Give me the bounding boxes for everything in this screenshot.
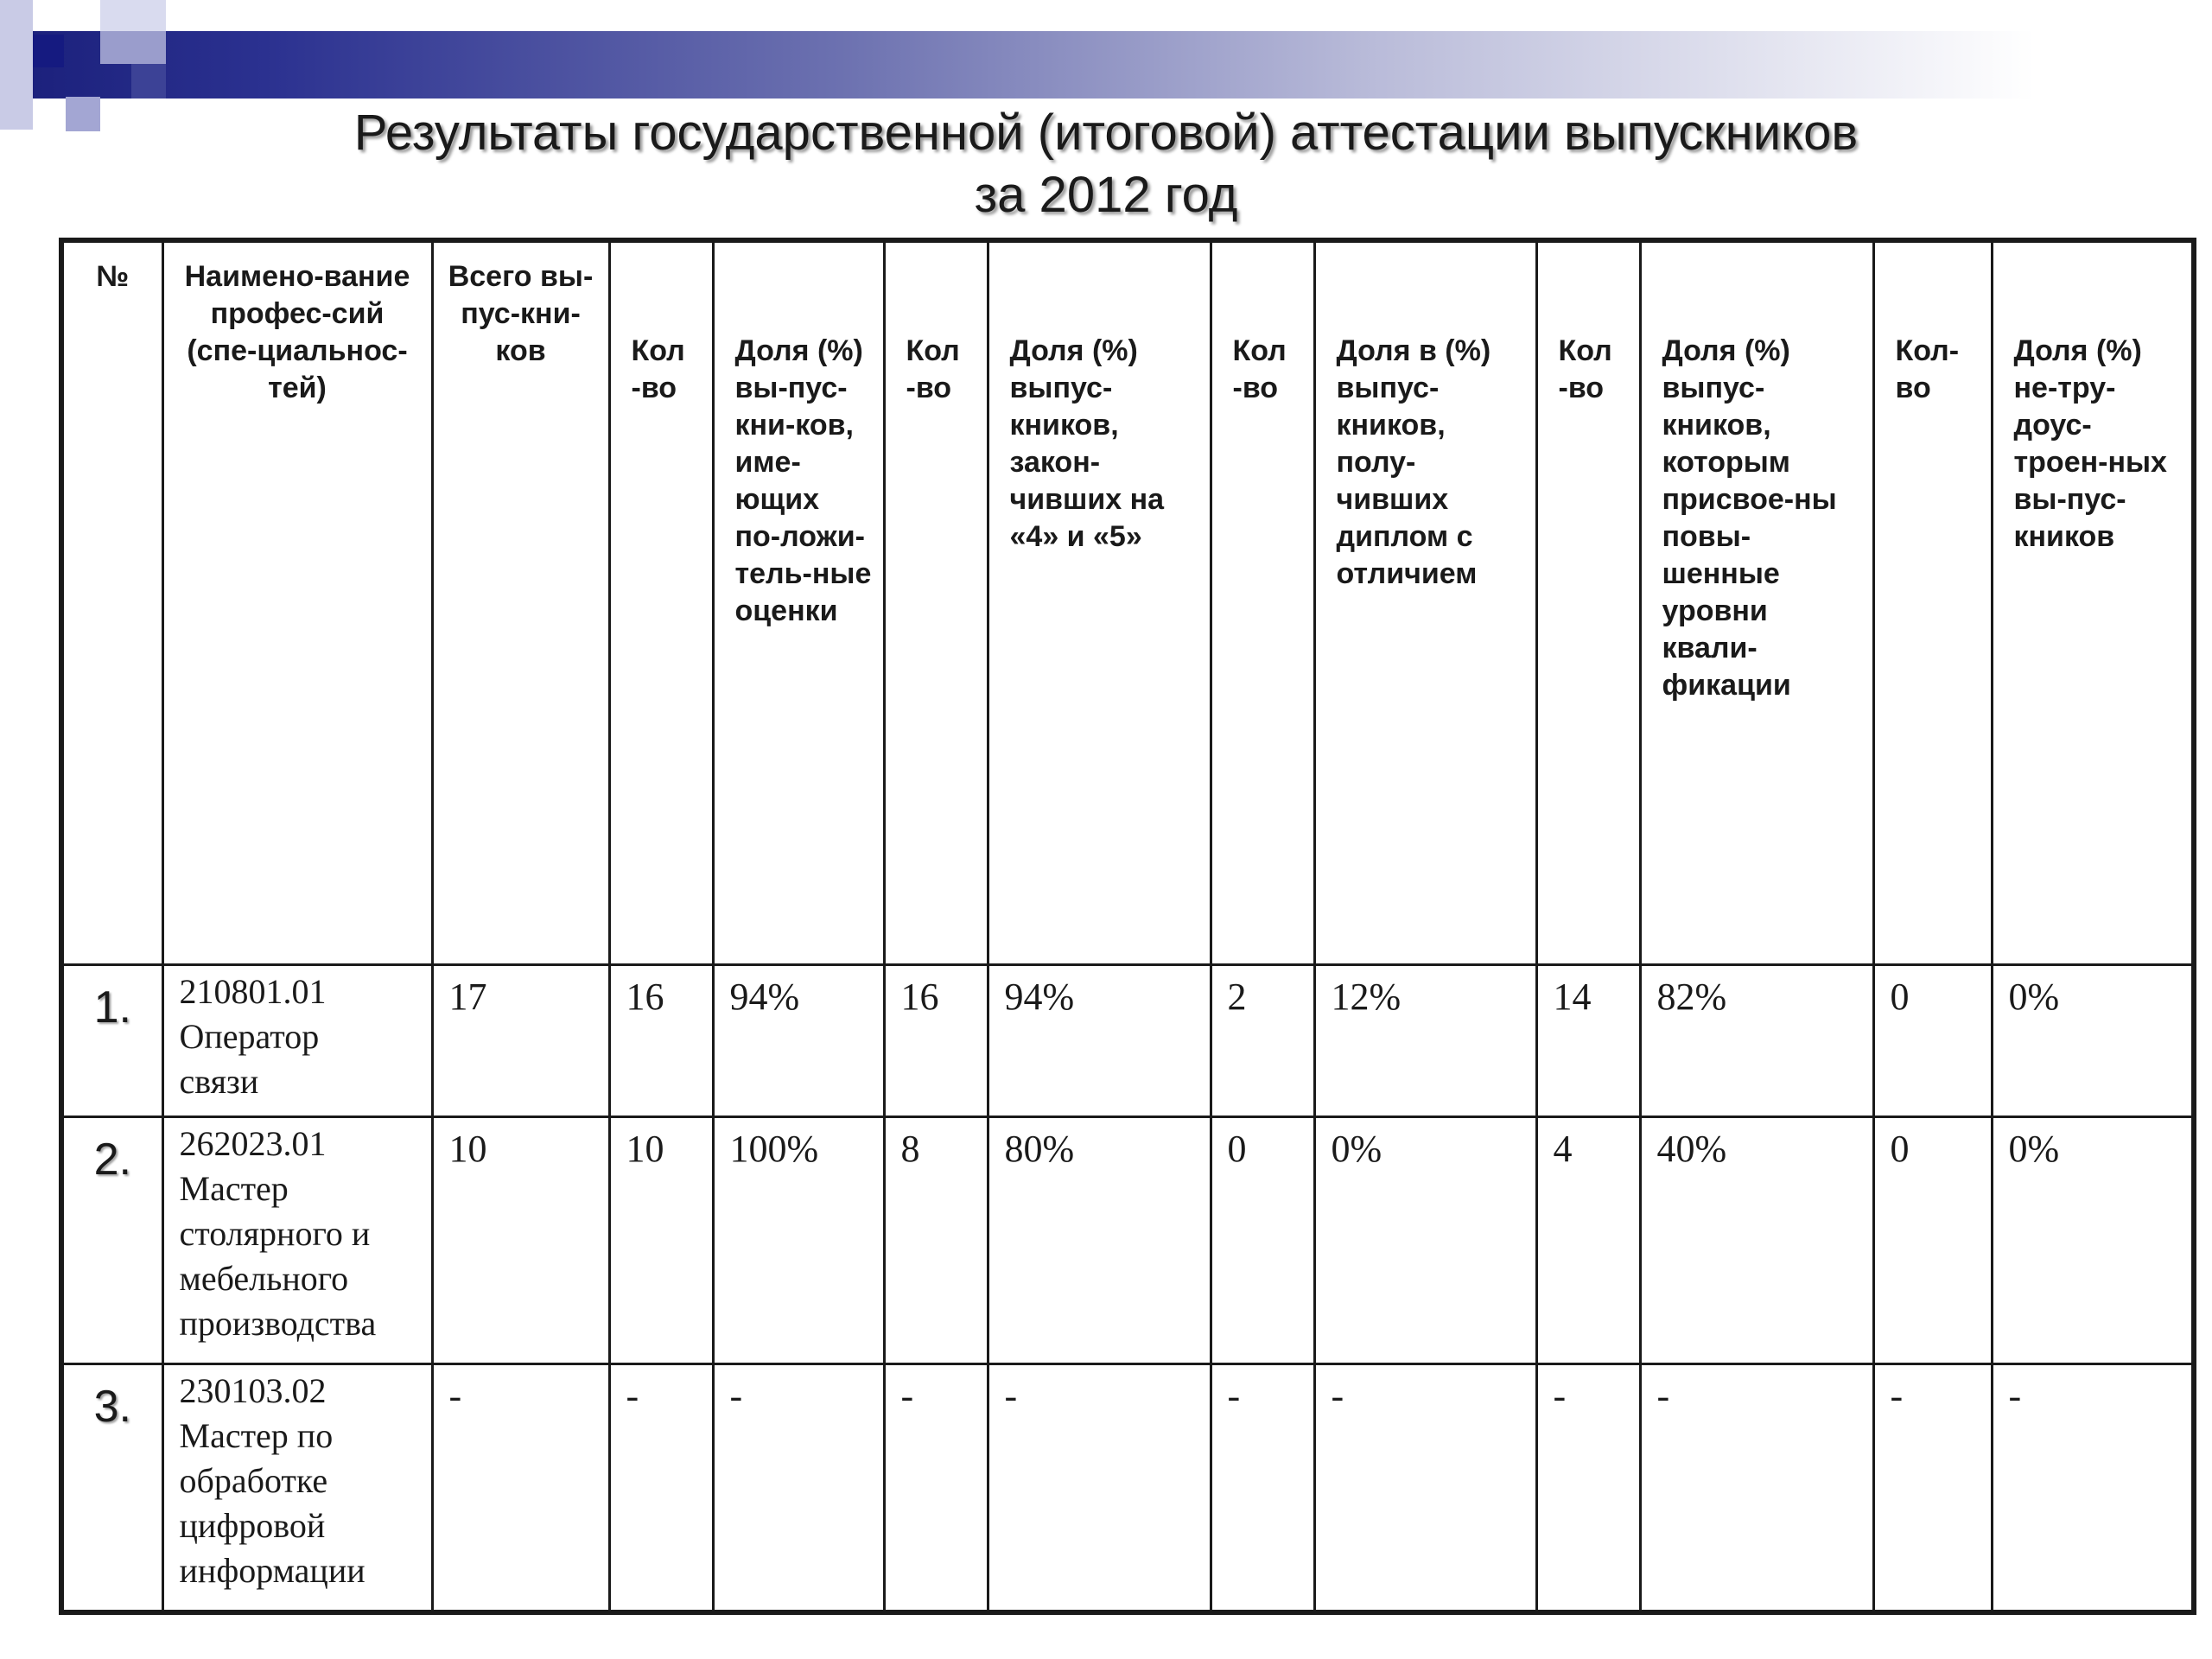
- header-cell: Кол -во: [609, 240, 713, 965]
- header-gradient-bar: [0, 31, 2212, 99]
- table-row: [61, 1117, 2194, 1364]
- row-number: 1.: [61, 965, 162, 1117]
- profession-name-line: информации: [179, 1551, 365, 1590]
- value-cell: 16: [884, 965, 988, 1117]
- profession-code: 230103.02: [179, 1371, 327, 1410]
- profession-name-line: Мастер по: [179, 1416, 334, 1455]
- value-cell: 0: [1873, 1117, 1992, 1364]
- profession-name-line: мебельного: [179, 1259, 349, 1298]
- header-cell: Доля (%) выпус-кников, закон-чивших на «4» и «5»: [988, 240, 1211, 965]
- row-number: 2.: [61, 1117, 162, 1364]
- header-cell: №: [61, 240, 162, 965]
- value-cell: 14: [1536, 965, 1640, 1117]
- decorative-square: [100, 0, 166, 31]
- decorative-square: [33, 35, 64, 67]
- title-line-1: Результаты государственной (итоговой) аттестации выпускников: [353, 105, 1859, 161]
- value-cell: -: [432, 1364, 609, 1613]
- profession-name-line: Оператор: [179, 1017, 320, 1056]
- header-cell: Кол-во: [1873, 240, 1992, 965]
- header-cell: Доля в (%) выпус-кников, полу-чивших диплом с отличием: [1314, 240, 1536, 965]
- decorative-square: [131, 64, 166, 99]
- value-cell: 2: [1211, 965, 1314, 1117]
- table-row: [61, 965, 2194, 1117]
- value-cell: 0%: [1314, 1117, 1536, 1364]
- value-cell: -: [884, 1364, 988, 1613]
- profession-cell: [162, 1117, 432, 1364]
- value-cell: -: [1536, 1364, 1640, 1613]
- value-cell: 16: [609, 965, 713, 1117]
- value-cell: -: [1211, 1364, 1314, 1613]
- profession-name-line: Мастер: [179, 1169, 289, 1208]
- value-cell: 0%: [1992, 1117, 2194, 1364]
- header-cell: Доля (%) вы-пус-кни-ков, име-ющих по-ложи-тель-ные оценки: [713, 240, 884, 965]
- value-cell: -: [1873, 1364, 1992, 1613]
- value-cell: 0: [1211, 1117, 1314, 1364]
- profession-name-line: обработке: [179, 1461, 328, 1500]
- value-cell: -: [1992, 1364, 2194, 1613]
- value-cell: 94%: [988, 965, 1211, 1117]
- value-cell: 94%: [713, 965, 884, 1117]
- header-cell: Доля (%) не-тру-доус-троен-ных вы-пус-кников: [1992, 240, 2194, 965]
- title-line-2: за 2012 год: [974, 167, 1238, 223]
- profession-code: 210801.01: [179, 972, 327, 1011]
- value-cell: -: [609, 1364, 713, 1613]
- decorative-square: [100, 31, 166, 64]
- value-cell: -: [1640, 1364, 1873, 1613]
- value-cell: 8: [884, 1117, 988, 1364]
- table-row: [61, 1364, 2194, 1613]
- value-cell: 12%: [1314, 965, 1536, 1117]
- value-cell: 4: [1536, 1117, 1640, 1364]
- value-cell: 0%: [1992, 965, 2194, 1117]
- value-cell: 0: [1873, 965, 1992, 1117]
- value-cell: -: [1314, 1364, 1536, 1613]
- profession-code: 262023.01: [179, 1124, 327, 1163]
- header-cell: Кол -во: [884, 240, 988, 965]
- header-cell: Всего вы-пус-кни-ков: [432, 240, 609, 965]
- value-cell: -: [713, 1364, 884, 1613]
- value-cell: 17: [432, 965, 609, 1117]
- profession-name-line: цифровой: [179, 1506, 326, 1545]
- header-cell: Кол -во: [1211, 240, 1314, 965]
- profession-cell: [162, 965, 432, 1117]
- header-cell: Доля (%) выпус-кников, которым присвое-ны повы-шенные уровни квали-фикации: [1640, 240, 1873, 965]
- profession-name-line: производства: [179, 1304, 377, 1343]
- value-cell: 80%: [988, 1117, 1211, 1364]
- value-cell: 100%: [713, 1117, 884, 1364]
- profession-name-line: связи: [179, 1062, 259, 1101]
- value-cell: 10: [609, 1117, 713, 1364]
- row-number: 3.: [61, 1364, 162, 1613]
- header-cell: Наимено-вание профес-сий (спе-циальнос-тей): [162, 240, 432, 965]
- slide-title: [0, 102, 2212, 226]
- table-header-row: [61, 240, 2194, 965]
- header-cell: Кол -во: [1536, 240, 1640, 965]
- profession-name-line: столярного и: [179, 1214, 371, 1253]
- value-cell: 82%: [1640, 965, 1873, 1117]
- value-cell: 40%: [1640, 1117, 1873, 1364]
- value-cell: -: [988, 1364, 1211, 1613]
- results-table: [59, 238, 2196, 1615]
- profession-cell: [162, 1364, 432, 1613]
- value-cell: 10: [432, 1117, 609, 1364]
